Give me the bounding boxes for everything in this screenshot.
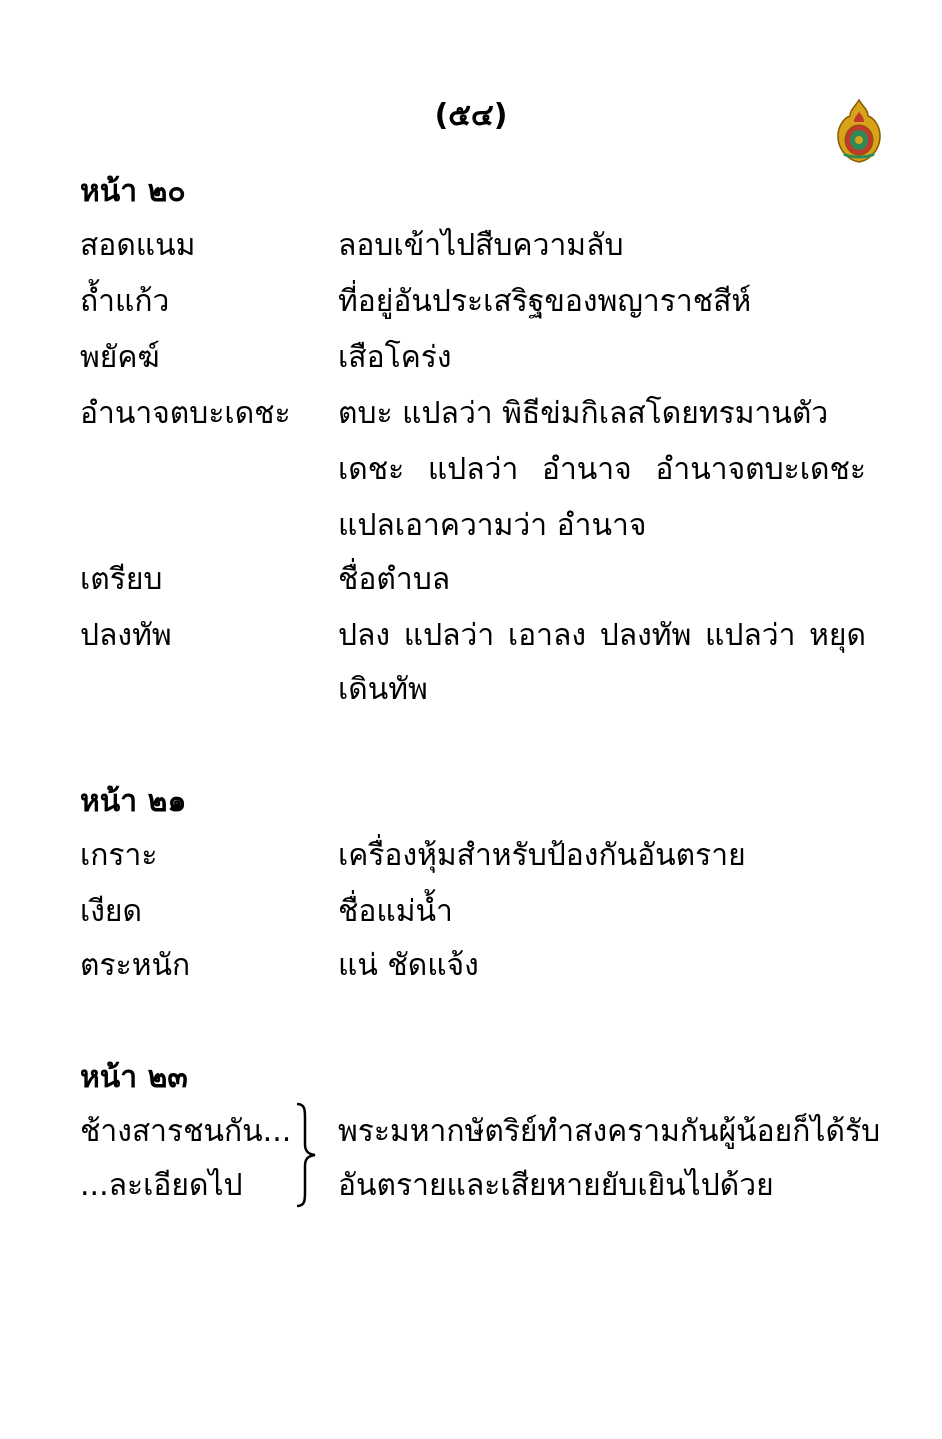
section-heading: หน้า ๒๑: [80, 784, 187, 819]
entry-term: ถ้ำแก้ว: [80, 284, 170, 319]
entry-definition: พระมหากษัตริย์ทำสงครามกันผู้น้อยก็ได้รับ: [338, 1114, 881, 1149]
right-curly-brace-icon: [293, 1102, 319, 1208]
entry-definition: ปลง แปลว่า เอาลง ปลงทัพ แปลว่า หยุด: [338, 618, 866, 653]
entry-term: เกราะ: [80, 838, 158, 873]
entry-term: สอดแนม: [80, 228, 196, 263]
entry-definition: อันตรายและเสียหายยับเยินไปด้วย: [338, 1168, 774, 1203]
entry-term: อำนาจตบะเดชะ: [80, 396, 291, 431]
entry-definition: แน่ ชัดแจ้ง: [338, 948, 479, 983]
entry-definition: ที่อยู่อันประเสริฐของพญาราชสีห์: [338, 284, 752, 319]
entry-definition-continued: เดินทัพ: [338, 672, 428, 707]
entry-definition: ชื่อตำบล: [338, 562, 451, 597]
section-heading: หน้า ๒๐: [80, 174, 186, 209]
entry-definition: เครื่องหุ้มสำหรับป้องกันอันตราย: [338, 838, 746, 873]
entry-term: พยัคฆ์: [80, 340, 160, 375]
entry-term: ปลงทัพ: [80, 618, 172, 653]
entry-definition: ชื่อแม่น้ำ: [338, 894, 453, 929]
entry-term: ...ละเอียดไป: [80, 1168, 243, 1203]
entry-term: ตระหนัก: [80, 948, 191, 983]
entry-definition-continued: แปลเอาความว่า อำนาจ: [338, 508, 647, 543]
entry-term: ช้างสารชนกัน...: [80, 1114, 292, 1149]
page-number: (๕๔): [434, 98, 508, 133]
entry-definition-continued: เดชะ แปลว่า อำนาจ อำนาจตบะเดชะ: [338, 452, 866, 487]
entry-definition: ตบะ แปลว่า พิธีข่มกิเลสโดยทรมานตัว: [338, 396, 829, 431]
entry-definition: ลอบเข้าไปสืบความลับ: [338, 228, 624, 263]
entry-definition: เสือโคร่ง: [338, 340, 452, 375]
section-heading: หน้า ๒๓: [80, 1060, 188, 1095]
entry-term: เงียด: [80, 894, 142, 929]
royal-emblem-icon: [834, 98, 884, 164]
entry-term: เตรียบ: [80, 562, 163, 597]
